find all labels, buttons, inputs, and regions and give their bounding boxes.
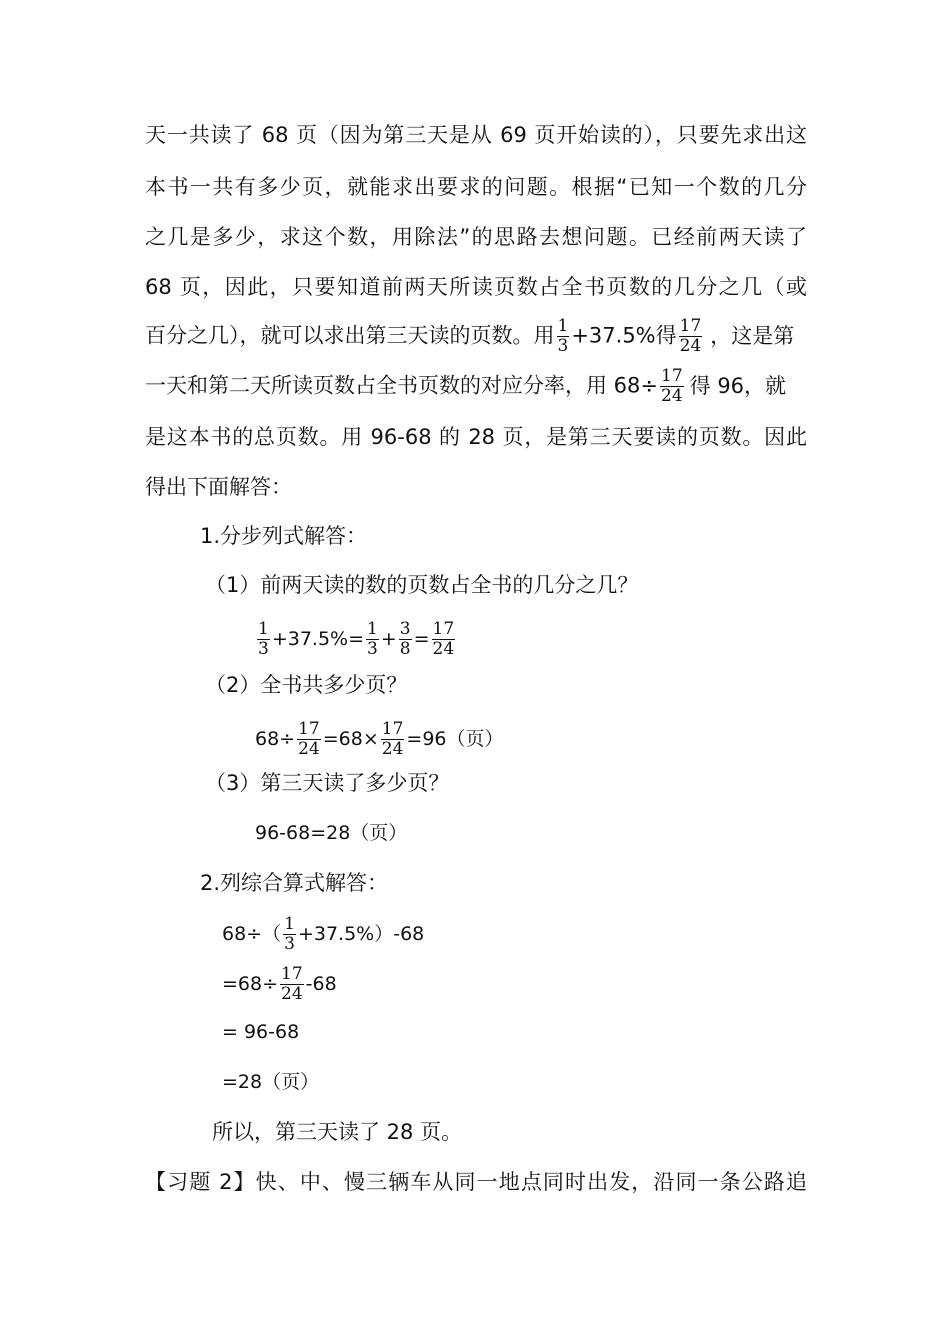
paragraph-line-8: 得出下面解答： [145, 475, 292, 499]
method1-equation-3: 96-68=28（页） [255, 822, 408, 844]
paragraph-line-6 [145, 367, 786, 406]
conclusion: 所以，第三天读了 28 页。 [212, 1120, 463, 1144]
equation-text: =68÷ [222, 973, 279, 995]
method2-equation-1 [222, 915, 424, 954]
fraction-17-24: $\frac{17}{24}$ [298, 719, 320, 759]
equation-text: = [413, 628, 430, 650]
equation-text: +37.5%= [271, 628, 365, 650]
equation-text: + [380, 628, 397, 650]
equation-text: 68÷（ [222, 923, 282, 945]
exercise-2-text: 快、中、慢三辆车从同一地点同时出发，沿同一条公路追 [255, 1170, 808, 1194]
method2-equation-4: =28（页） [222, 1071, 320, 1093]
paragraph-line-5-text-a: 百分之几），就可以求出第三天读的页数。用 [145, 323, 555, 348]
paragraph-line-3: 之几是多少，求这个数，用除法”的思路去想问题。已经前两天读了 [145, 225, 807, 249]
paragraph-line-5-text-b: +37.5%得 [571, 323, 677, 348]
method1-question-3: （3）第三天读了多少页？ [205, 771, 450, 795]
paragraph-line-4: 68 页，因此，只要知道前两天所读页数占全书页数的几分之几（或 [145, 275, 807, 299]
equation-text: 68÷ [255, 728, 296, 750]
exercise-2-label: 【习题 2】 [145, 1170, 256, 1194]
method1-equation-2 [255, 720, 504, 759]
fraction-17-24: $\frac{17}{24}$ [281, 964, 303, 1004]
paragraph-line-7: 是这本书的总页数。用 96-68 的 28 页，是第三天要读的页数。因此 [145, 425, 807, 449]
paragraph-line-5 [145, 317, 794, 356]
method2-heading: 2.列综合算式解答： [200, 871, 389, 895]
fraction-one-third: $\frac{1}{3}$ [557, 316, 569, 356]
fraction-17-24: $\frac{17}{24}$ [432, 619, 455, 659]
paragraph-line-6-text-b: 得 96，就 [689, 373, 787, 398]
paragraph-line-2: 本书一共有多少页，就能求出要求的问题。根据“已知一个数的几分 [145, 175, 807, 199]
method1-question-1: （1）前两天读的数的页数占全书的几分之几？ [205, 573, 639, 597]
exercise-2 [145, 1167, 807, 1197]
paragraph-line-6-text-a: 一天和第二天所读页数占全书页数的对应分率，用 68÷ [145, 373, 658, 398]
equation-text: +37.5%）-68 [297, 923, 425, 945]
fraction-17-24: $\frac{17}{24}$ [381, 719, 404, 759]
equation-text: -68 [305, 973, 337, 995]
paragraph-line-5-text-c: ，这是第 [710, 323, 795, 348]
equation-text: =96（页） [406, 728, 504, 750]
method1-equation-1 [255, 620, 457, 659]
fraction-one-third: $\frac{1}{3}$ [284, 914, 295, 954]
fraction-one-third: $\frac{1}{3}$ [367, 619, 378, 659]
fraction-one-third: $\frac{1}{3}$ [258, 619, 269, 659]
method1-question-2: （2）全书共多少页？ [205, 673, 408, 697]
fraction-17-24: $\frac{17}{24}$ [679, 316, 702, 356]
paragraph-line-1: 天一共读了 68 页（因为第三天是从 69 页开始读的），只要先求出这 [145, 123, 807, 147]
method2-equation-2 [222, 965, 337, 1004]
method1-heading: 1.分步列式解答： [200, 524, 368, 548]
method2-equation-3: = 96-68 [222, 1021, 300, 1043]
fraction-three-eighths: $\frac{3}{8}$ [399, 619, 411, 659]
equation-text: =68× [322, 728, 379, 750]
fraction-17-24: $\frac{17}{24}$ [661, 366, 683, 406]
